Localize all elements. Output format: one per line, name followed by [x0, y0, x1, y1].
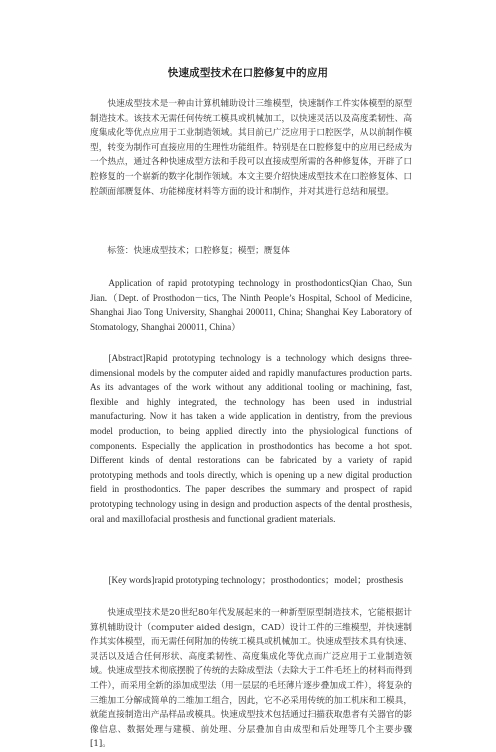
body-introduction: 快速成型技术是20世纪80年代发展起来的一种新型原型制造技术，它能根据计算机辅助设计（computer aided design，CAD）设计工件的三维模型，并快速制作其实体模型，而无需任何附加的传统工模具或机械加工。快速成型技术具有快速、灵活以及适合任何形状、高度柔韧性、高度集成化等优点而广泛应用于工业制造领域。快速成型技术彻底摆脱了传统的去除成型法（去除大于工件毛坯上的材料而得到工件），而采用全新的添加成型法（用一层层的毛坯薄片逐步叠加成工件），将复杂的三维加工分解成简单的二维加工组合，因此，它不必采用传统的加工机床和工模具，就能直接制造出产品样品或模具。快速成型技术包括通过扫描获取患者有关器官的影像信息、数据处理与建模、前处理、分层叠加自由成型和后处理等几个主要步骤[1]。	[90, 608, 412, 750]
chinese-abstract: 快速成型技术是一种由计算机辅助设计三维模型，快速制作工件实体模型的原型制造技术。该技术无需任何传统工模具或机械加工，以快速灵活以及高度柔韧性、高度集成化等优点应用于工业制造领域。其目前已广泛应用于口腔医学，从以前制作模型，转变为制作可直接应用的生理性功能组件。特别是在口腔修复中的应用已经成为一个热点，通过各种快速成型方法和手段可以直接成型所需的各种修复体，开辟了口腔修复的一个崭新的数字化制作领域。本文主要介绍快速成型技术在口腔修复体、口腔颌面部赝复体、功能梯度材料等方面的设计和制作，并对其进行总结和展望。	[90, 99, 412, 197]
article-title: 快速成型技术在口腔修复中的应用	[167, 67, 329, 79]
english-title-authors: Application of rapid prototyping technology in prosthodonticsQian Chao, Sun Jian.（Dept. of Prosthodon－tics, The Ninth People’s Hospital, School of Medicine, Shanghai Jiao Tong University, Shanghai 200011, China; Shanghai Key Laboratory of Stomatology, Shanghai 200011, China）	[90, 278, 412, 332]
chinese-keywords: 标签：快速成型技术；口腔修复；模型；赝复体	[107, 246, 290, 256]
english-keywords: [Key words]rapid prototyping technology；prosthodontics；model；prosthesis	[108, 575, 404, 585]
english-abstract: [Abstract]Rapid prototyping technology is a technology which designs three-dimensional models by the computer aided and rapidly manufactures production parts. As its advantages of the work without any additional tooling or machining, fast, flexible and highly integrated, the technology has been used in industrial manufacturing. Now it has taken a wide application in dentistry, from the previous model production, to being applied directly into the physiological functions of components. Especially the application in prosthodontics has become a hot spot. Different kinds of dental restorations can be fabricated by a variety of rapid prototyping methods and tools directly, which is opening up a new digital production field in prosthodontics. The paper describes the summary and prospect of rapid prototyping technology using in design and production aspects of the dental prosthesis, oral and maxillofacial prosthesis and functional gradient materials.	[90, 353, 412, 524]
